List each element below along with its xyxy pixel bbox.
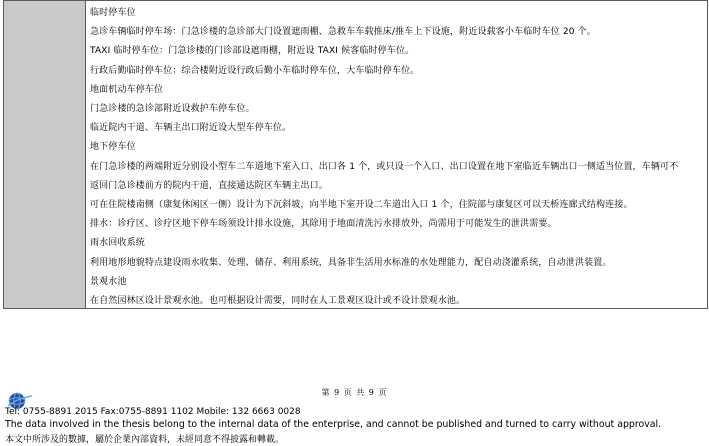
text-line: 可在住院楼南侧（康复休闲区一侧）设计为下沉斜坡，向半地下室开设二车道出入口 1 个，住院部与康复区可以天桥连廊式结构连接。	[90, 200, 633, 211]
text-line: 排水：诊疗区、诊疗区地下停车场须设计排水设施，其除用于地面清洗污水排放外，尚需用于可能发生的泄洪需要。	[90, 219, 557, 230]
text-line: TAXI 临时停车位：门急诊楼的门诊部设遮雨棚，附近设 TAXI 候客临时停车位。	[90, 46, 415, 57]
footer-chinese-notice: 本文中所涉及的數據，屬於企業內部資料，未經同意不得披露和轉載。	[5, 435, 285, 445]
heading-landscape-pool: 景观水池	[90, 276, 127, 287]
text-line: 在门急诊楼的两端附近分别设小型车二车道地下室入口、出口各 1 个，或只设一个入口、出口设置在地下室临近车辆出口一侧适当位置，车辆可不	[90, 161, 679, 172]
page-number: 第 9 页 共 9 页	[321, 388, 388, 397]
text-line: 门急诊楼的急诊部附近设救护车停车位。	[90, 104, 255, 115]
heading-ground-parking: 地面机动车停车位	[90, 84, 164, 95]
text-line: 利用地形地貌特点建设雨水收集、处理、储存、利用系统，具备非生活用水标准的水处理能力，配自动浇灌系统，自动泄洪装置。	[90, 257, 612, 268]
heading-underground-parking: 地下停车位	[90, 142, 136, 153]
text-line: 返回门急诊楼前方的院内干道，直接通达院区车辆主出口。	[90, 180, 328, 191]
text-line: 临近院内干道、车辆主出口附近设大型车停车位。	[90, 123, 292, 134]
text-line: 行政后勤临时停车位：综合楼附近设行政后勤小车临时停车位，大车临时停车位。	[90, 65, 420, 76]
text-line: 急诊车辆临时停车场：门急诊楼的急诊部大门设置遮雨棚、急救车车载推床/推车上下设施，附近设载客小车临时车位 20 个。	[90, 27, 596, 38]
footer-english-notice: The data involved in the thesis belong to the internal data of the enterprise, and cannot be published and turned to carry without approval.	[5, 419, 662, 430]
heading-temporary-parking: 临时停车位	[90, 8, 136, 18]
content-table	[3, 0, 708, 309]
table-content-cell	[86, 1, 707, 308]
table-label-cell	[4, 1, 86, 308]
heading-rainwater-system: 雨水回收系统	[90, 238, 145, 249]
footer-contact: Tel: 0755-8891 2015 Fax:0755-8891 1102 Mobile: 132 6663 0028	[5, 407, 301, 417]
text-line: 在自然园林区设计景观水池。也可根据设计需要，同时在人工景观区设计或不设计景观水池。	[90, 296, 466, 307]
